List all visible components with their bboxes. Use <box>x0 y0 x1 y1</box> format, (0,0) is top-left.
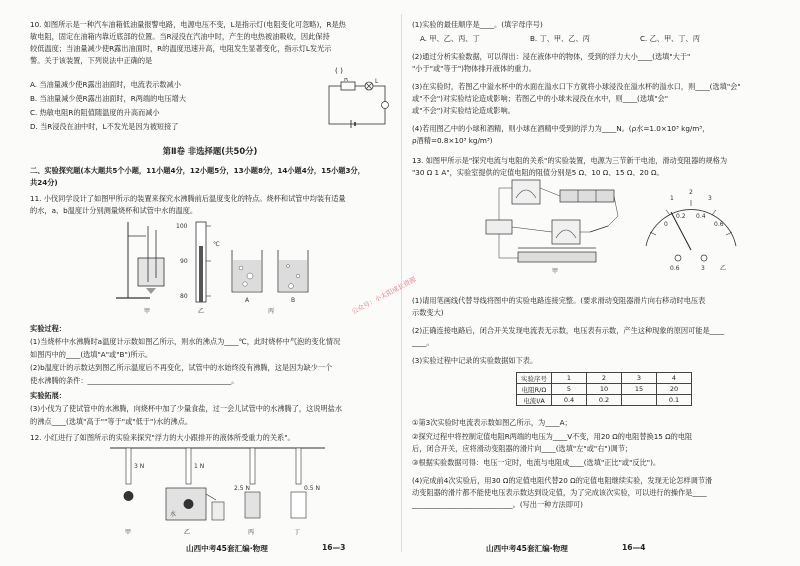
q13-q4: ____________________________。(写出一种方法即可) <box>412 500 583 509</box>
q10-option: C. 热敏电阻R的阻值随温度的升高而减小 <box>30 108 160 117</box>
q13-intro: "30 Ω 1 A"，实验室提供的定值电阻的阻值分别是5 Ω、10 Ω、15 Ω、20 Ω。 <box>412 168 664 177</box>
figure-label: 丁 <box>294 529 301 536</box>
table-cell: 3 <box>622 373 657 384</box>
meter-tick: 0.6 <box>714 221 724 228</box>
figure-label: 丙 <box>268 308 275 315</box>
thermo-tick: 100 <box>176 223 188 230</box>
q10-line: 敏电阻，固定在油箱内靠近底部的位置。当R浸没在汽油中时，产生的电热被油吸收，因此保持 <box>30 32 330 41</box>
q12-cont-line: (3)在实验时，若图乙中溢水杯中的水面在溢水口下方就将小球浸没在溢水杯的溢水口，则____(选填"会" <box>412 82 741 91</box>
q10-option: B. 当油量减少使R露出油面时，R两端的电压增大 <box>30 94 187 103</box>
q13-q1: (1)请用笔画线代替导线将图中的实验电路连接完整。(要求滑动变阻器滑片向右移动时电压表 <box>412 296 706 305</box>
q13-q4: (4)完成前4次实验后，用30 Ω的定值电阻代替20 Ω的定值电阻继续实验，发现无论怎样调节滑 <box>412 476 713 485</box>
q12-cont-line: (2)通过分析实验数据，可以得出：浸在液体中的物体，受到的浮力大小____(选填"大于" <box>412 52 691 61</box>
q12-option: A. 甲、乙、丙、丁 <box>420 34 480 43</box>
table-cell <box>622 395 657 406</box>
q13-circuit-figure <box>482 176 627 276</box>
table-cell: 0.2 <box>587 395 622 406</box>
meter-tick: 0 <box>664 221 668 228</box>
meter-tick: 3 <box>708 195 712 202</box>
table-cell: 15 <box>622 384 657 395</box>
q12-option: B. 丁、甲、乙、丙 <box>530 34 590 43</box>
figure-label: 乙 <box>198 308 205 315</box>
thermo-tick: ℃ <box>213 241 220 248</box>
figure-label: 丙 <box>248 529 255 536</box>
spring-reading: 2.5 N <box>234 485 250 492</box>
section2-instruction: 二、实验探究题(本大题共5个小题，11小题4分，12小题5分，13小题8分，14小题4分，15小题3分， <box>30 166 365 175</box>
q11-intro: 的水，a、b温度计分别测量烧杯和试管中水的温度。 <box>30 206 198 215</box>
figure-label: 乙 <box>720 265 727 272</box>
q12-cont-line: 或"不会")对实验结论造成影响。 <box>412 106 515 115</box>
q13-q4: 动变阻器的滑片都不能使电压表示数达到设定值，为了完成该次实验，可以进行的操作是____ <box>412 488 707 497</box>
q11-ext: 的沸点____(选填"高于""等于"或"低于")水的沸点。 <box>30 417 193 426</box>
q12-cont-line: ρ酒精=0.8×10³ kg/m³) <box>412 136 493 145</box>
q10-line: 警。关于该装置，下列说法中正确的是 <box>30 56 153 65</box>
q13-q2: ____。 <box>412 338 434 347</box>
q10-option: D. 当R浸没在油中时，L不发光是因为被短接了 <box>30 122 179 131</box>
figure-label: 甲 <box>125 529 132 536</box>
q11-experiment-figure <box>110 216 325 316</box>
spring-reading: 3 N <box>134 463 145 470</box>
meter-tick: 0.4 <box>696 213 706 220</box>
q13-intro: 13. 如图甲所示是"探究电流与电阻的关系"的实验装置，电源为三节新干电池，滑动变阻器的规格为 <box>412 156 728 165</box>
q12-cont-line: (1)实验的最佳顺序是____。(填字母序号) <box>412 20 543 29</box>
q13-sub: ③根据实验数据可得：电压一定时，电流与电阻成____(选填"正比"或"反比")。 <box>412 458 661 467</box>
meter-tick: 2 <box>689 189 693 196</box>
table-cell: 0.4 <box>552 395 587 406</box>
q13-q1: 示数变大) <box>412 308 444 317</box>
table-cell: 5 <box>552 384 587 395</box>
q13-q2: (2)正确连接电路后，闭合开关发现电流表无示数，电压表有示数，产生这种现象的原因可能是____ <box>412 326 725 335</box>
lamp-label: L <box>375 78 379 85</box>
q11-ext: (3)小伐为了使试管中的水沸腾，向烧杯中加了少量食盐，过一会儿试管中的水沸腾了，这说明盐水 <box>30 404 343 413</box>
footer-page-number: 16—3 <box>322 543 346 552</box>
figure-label: 乙 <box>184 529 191 536</box>
q12-option: C. 乙、甲、丁、丙 <box>640 34 700 43</box>
left-page <box>30 0 390 566</box>
answer-bracket: ( ) <box>335 66 343 75</box>
q13-sub: ①第3次实验时电流表示数如图乙所示，为____A； <box>412 418 572 427</box>
table-cell: 实验序号 <box>517 373 552 384</box>
meter-terminal: 0.6 <box>670 265 680 272</box>
table-row <box>517 395 692 406</box>
q11-process: 如图丙中的____(选填"A"或"B")所示。 <box>30 350 153 359</box>
meter-tick: 0.2 <box>676 213 686 220</box>
right-page <box>350 0 772 566</box>
q10-option: A. 当油量减少使R露出油面时，电流表示数减小 <box>30 80 181 89</box>
q13-q3: (3)实验过程中记录的实验数据如下表。 <box>412 356 538 365</box>
meter-tick: 1 <box>670 195 674 202</box>
q13-sub: ②探究过程中将控制定值电阻R两端的电压为____V不变，用20 Ω的电阻替换15 Ω的电阻 <box>412 432 693 441</box>
spring-reading: 0.5 N <box>304 485 320 492</box>
q13-sub: 后，闭合开关，应将滑动变阻器的滑片向____(选填"左"或"右")调节； <box>412 444 633 453</box>
beaker-label: B <box>291 297 296 304</box>
q12-cont-line: (4)若用图乙中的小球和酒精，则小球在酒精中受到的浮力为____N。(ρ水=1.0×10³ kg/m³， <box>412 124 710 133</box>
q11-process: (1)当烧杯中水沸腾时a温度计示数如图乙所示，则水的沸点为____℃，此时烧杯中气泡的变化情况 <box>30 337 341 346</box>
table-cell: 1 <box>552 373 587 384</box>
water-label: 水 <box>170 511 177 518</box>
table-cell: 2 <box>587 373 622 384</box>
q12-cont-line: 或"不会")对实验结论造成影响；若图乙中的小球未浸没在水中，则____(选填"会" <box>412 94 669 103</box>
thermo-tick: 80 <box>180 293 188 300</box>
meter-terminal: 3 <box>701 265 705 272</box>
q12-intro: 12. 小红进行了如图所示的实验来探究"浮力的大小跟排开的液体所受重力的关系"。 <box>30 433 295 442</box>
data-table <box>516 372 692 406</box>
figure-label: 甲 <box>144 308 151 315</box>
thermo-tick: 90 <box>180 258 188 265</box>
footer-series: 山西中考45套汇编·物理 <box>186 544 268 553</box>
resistor-label: R <box>344 78 349 83</box>
table-cell: 0.1 <box>657 395 692 406</box>
figure-label: 甲 <box>552 268 559 275</box>
q11-ext-title: 实验拓展： <box>30 391 66 400</box>
table-row <box>517 373 692 384</box>
section2-instruction: 共24分) <box>30 178 58 187</box>
table-cell: 电流I/A <box>517 395 552 406</box>
watermark-text: 公众号：小太阳成长资源 <box>350 275 418 316</box>
q11-process-title: 实验过程： <box>30 324 66 333</box>
q10-line: 较低温度；当油量减少使R露出油面时，R的温度迅速升高，电阻发生显著变化，指示灯L发光示 <box>30 44 332 53</box>
q12-buoyancy-figure <box>110 444 325 538</box>
q11-process: 使水沸腾的条件：________________________________________。 <box>30 376 239 385</box>
footer-page-number: 16—4 <box>622 543 646 552</box>
table-cell: 4 <box>657 373 692 384</box>
q11-process: (2)b温度计的示数达到图乙所示温度后不再变化，试管中的水始终没有沸腾，这是因为缺少一个 <box>30 363 333 372</box>
table-row <box>517 384 692 395</box>
q11-intro: 11. 小伐同学设计了如图甲所示的装置来探究水沸腾前后温度变化的特点。烧杯和试管中均装有适量 <box>30 194 346 203</box>
beaker-label: A <box>245 297 250 304</box>
table-cell: 10 <box>587 384 622 395</box>
spring-reading: 1 N <box>194 463 205 470</box>
section2-title: 第Ⅱ卷 非选择题(共50分) <box>162 146 258 156</box>
footer-series: 山西中考45套汇编·物理 <box>486 544 568 553</box>
q12-cont-line: "小于"或"等于")物体排开液体的重力。 <box>412 64 536 73</box>
q13-ammeter-figure <box>636 178 746 274</box>
q10-line: 10. 如图所示是一种汽车油箱低油量报警电路，电源电压不变，L是指示灯(电阻变化可忽略)，R是热 <box>30 20 346 29</box>
q10-circuit-figure <box>325 78 390 130</box>
table-cell: 电阻R/Ω <box>517 384 552 395</box>
table-cell: 20 <box>657 384 692 395</box>
